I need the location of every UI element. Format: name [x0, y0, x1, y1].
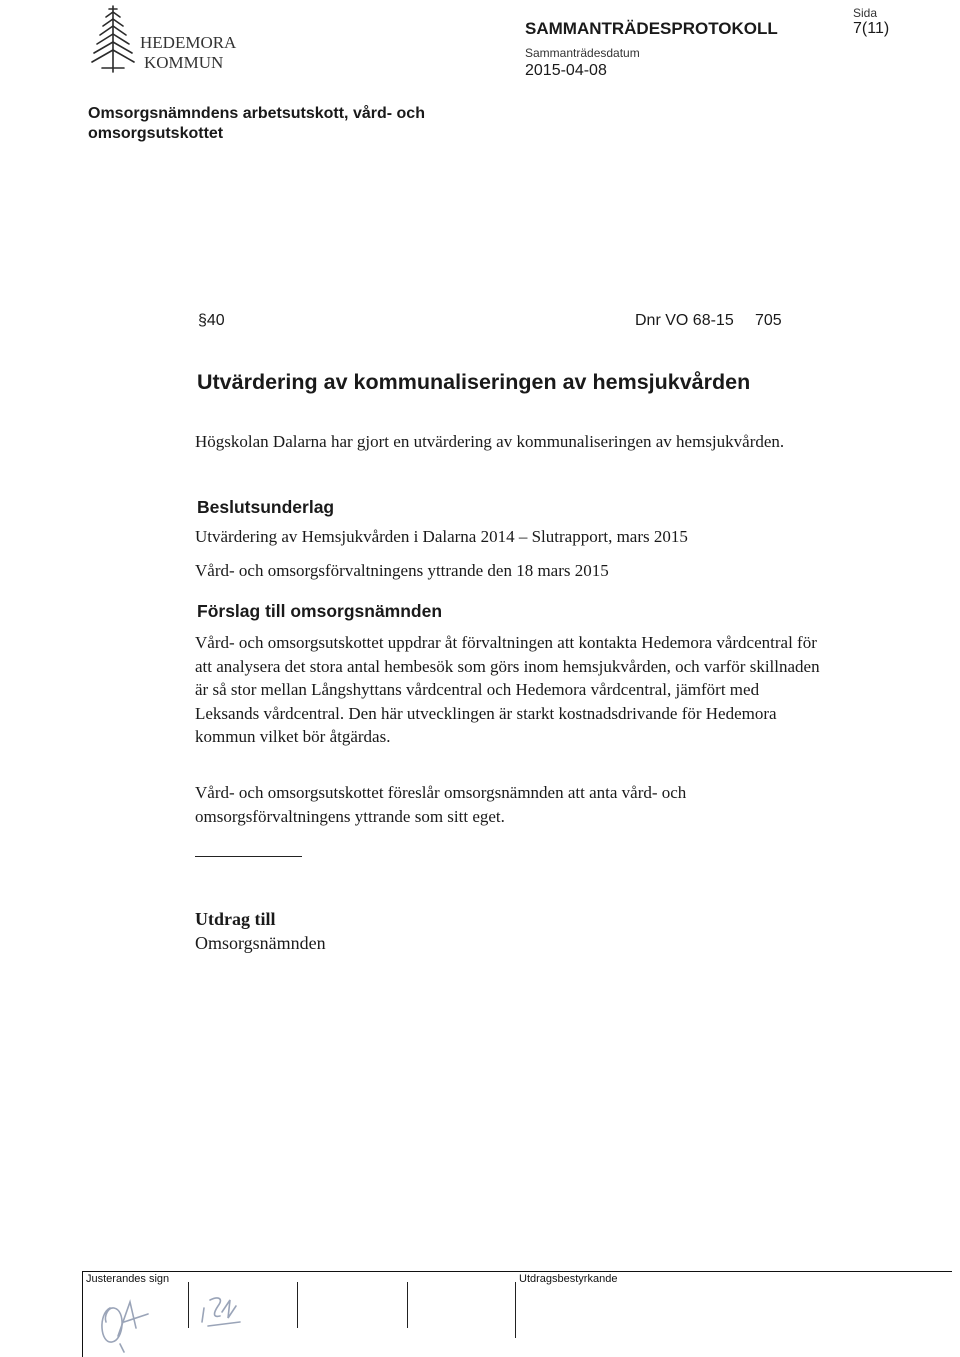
page-label: Sida: [853, 6, 878, 20]
intro-paragraph: Högskolan Dalarna har gjort en utvärdering av kommunaliseringen av hemsjukvården.: [195, 432, 785, 451]
proposal-paragraph-2: Vård- och omsorgsutskottet föreslår omsorgsnämnden att anta vård- och omsorgsförvaltningens yttrande som sitt eget.: [195, 783, 687, 826]
signature-separator: [515, 1282, 516, 1338]
proposal-paragraph: Vård- och omsorgsutskottet uppdrar åt förvaltningen att kontakta Hedemora vårdcentral för att analysera det stora antal hembesök som görs inom hemsjukvården, och varför skillnaden är så stor mellan Långshyttans vårdcentral och Hedemora vårdcentral, jämfört med Leksands vårdcentral. Den här utvecklingen är starkt kostnadsdrivande för Hedemora kommun vilket bör åtgärdas.: [195, 633, 820, 746]
utdragsbestyrkande-label: Utdragsbestyrkande: [519, 1273, 618, 1285]
extract-recipient: Omsorgsnämnden: [195, 933, 326, 953]
diary-code: 705: [755, 312, 782, 329]
divider: [195, 856, 302, 857]
decision-basis-item: Vård- och omsorgsförvaltningens yttrande den 18 mars 2015: [195, 561, 609, 580]
signature-box-left-border: [82, 1271, 83, 1357]
hedemora-tree-logo-icon: [88, 4, 138, 74]
diary-number: Dnr VO 68-15: [635, 312, 734, 329]
org-name-logo: [140, 33, 236, 73]
meeting-date: 2015-04-08: [525, 62, 607, 79]
paragraph-number: §40: [198, 312, 225, 329]
page-title: Utvärdering av kommunaliseringen av hemsjukvården: [197, 370, 751, 394]
decision-basis-item: Utvärdering av Hemsjukvården i Dalarna 2014 – Slutrapport, mars 2015: [195, 527, 688, 546]
org-name-line2: KOMMUN: [144, 53, 224, 72]
signature-box-border: [82, 1271, 952, 1272]
extract-heading: Utdrag till: [195, 909, 276, 929]
signature-separator: [297, 1282, 298, 1328]
page-number: 7(11): [853, 20, 890, 37]
justerandes-sign-label: Justerandes sign: [86, 1273, 170, 1285]
signature-separator: [407, 1282, 408, 1328]
meeting-date-label: Sammanträdesdatum: [525, 46, 640, 60]
committee-name: Omsorgsnämndens arbetsutskott, vård- och omsorgsutskottet: [88, 105, 425, 142]
handwritten-signatures-icon: [90, 1278, 270, 1354]
org-name-line1: HEDEMORA: [140, 33, 237, 52]
decision-basis-heading: Beslutsunderlag: [197, 497, 335, 517]
document-type: SAMMANTRÄDESPROTOKOLL: [525, 19, 778, 38]
proposal-heading: Förslag till omsorgsnämnden: [197, 601, 443, 621]
